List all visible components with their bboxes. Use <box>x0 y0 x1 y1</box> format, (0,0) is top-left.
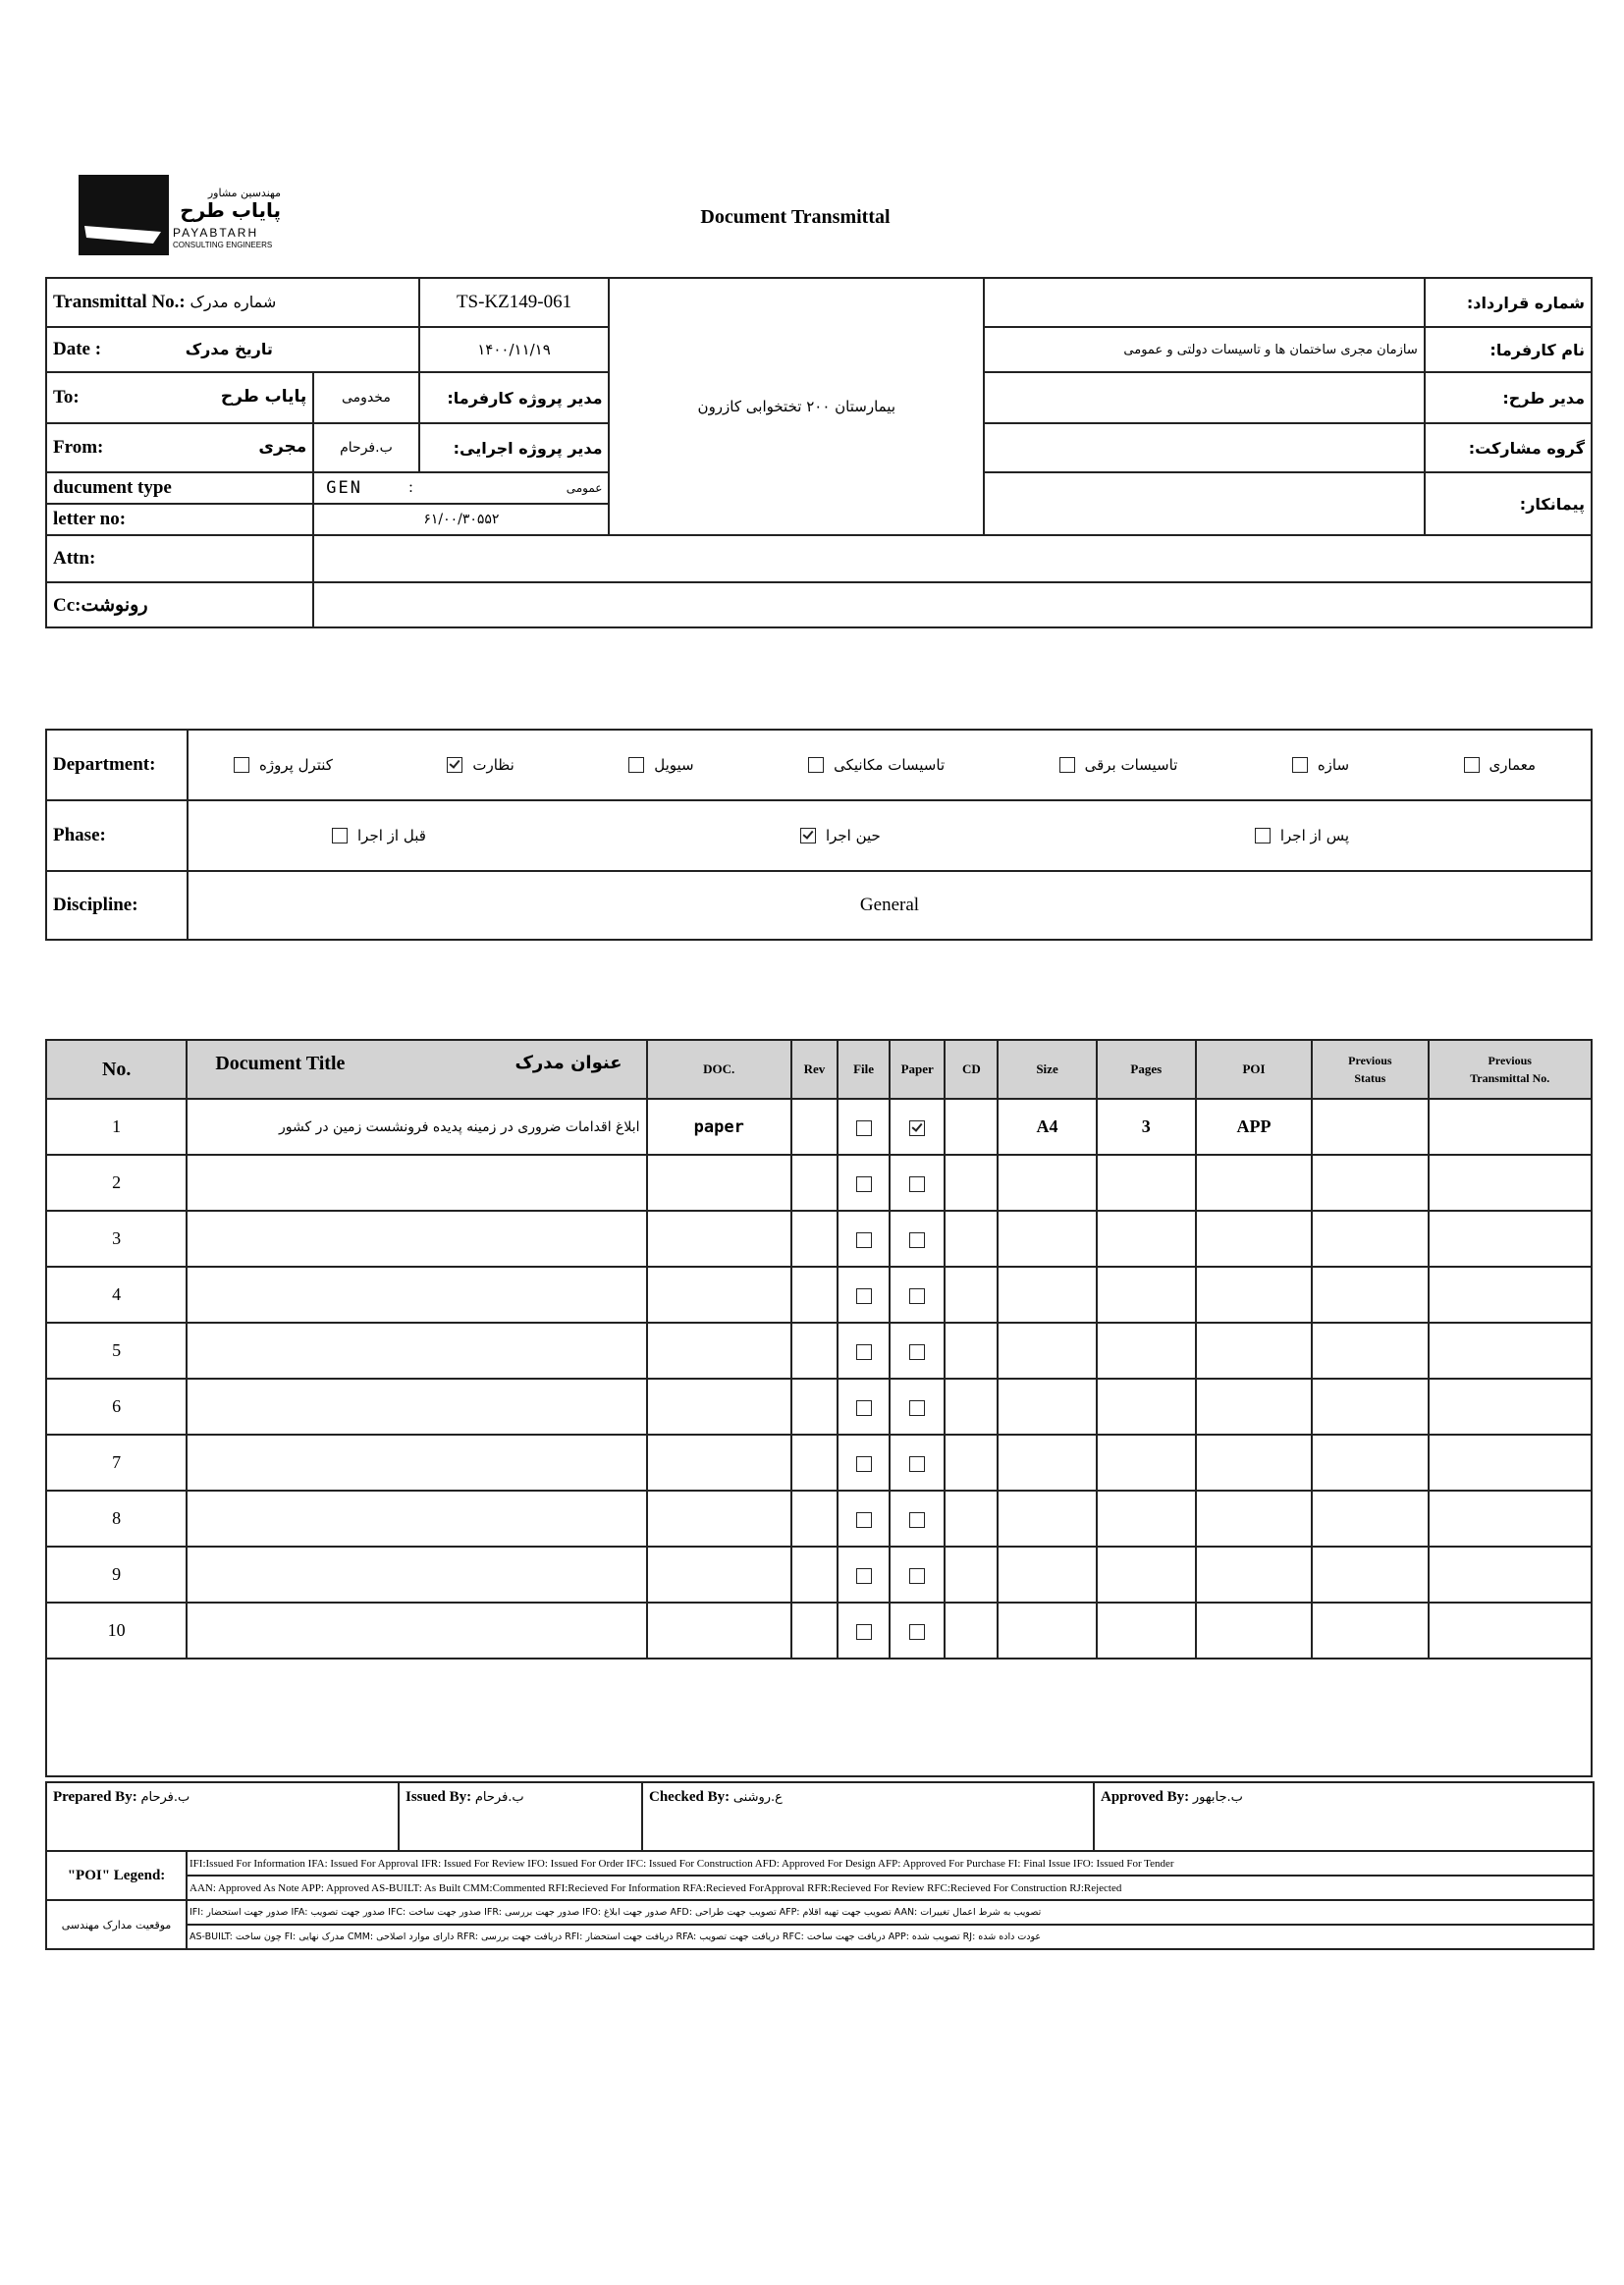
row-file-cell <box>838 1491 890 1547</box>
row-file-cell <box>838 1267 890 1323</box>
contract-no-value <box>984 278 1425 327</box>
logo-persian-name: پایاب طرح <box>180 198 281 222</box>
phase-option-label: قبل از اجرا <box>357 827 426 844</box>
table-row <box>46 1491 1592 1547</box>
row-file-checkbox[interactable] <box>856 1568 872 1584</box>
row-poi <box>1196 1379 1312 1435</box>
row-prev-trans <box>1429 1603 1593 1659</box>
row-doc <box>647 1435 791 1491</box>
to-cell <box>46 372 313 423</box>
department-checkbox[interactable] <box>234 757 249 773</box>
row-pages <box>1097 1603 1196 1659</box>
phase-option[interactable] <box>1255 827 1349 844</box>
approved-by-cell <box>1094 1782 1594 1851</box>
row-rev <box>791 1435 838 1491</box>
row-pages <box>1097 1155 1196 1211</box>
row-doc <box>647 1323 791 1379</box>
row-rev <box>791 1099 838 1155</box>
row-paper-cell <box>890 1547 945 1603</box>
department-checkbox[interactable] <box>1464 757 1480 773</box>
row-prev-status <box>1312 1379 1428 1435</box>
from-role: مدیر پروژه اجرایی: <box>419 423 610 472</box>
doctype-letter-values <box>313 472 609 535</box>
designer-label: مدیر طرح: <box>1425 372 1592 423</box>
doctype-value-row <box>314 473 608 505</box>
department-option-label: نظارت <box>472 756 514 774</box>
row-file-checkbox[interactable] <box>856 1456 872 1472</box>
to-role: مدیر پروژه کارفرما: <box>419 372 610 423</box>
row-prev-trans <box>1429 1099 1593 1155</box>
row-paper-cell <box>890 1323 945 1379</box>
from-person: ب.فرحام <box>313 423 418 472</box>
table-row <box>46 1435 1592 1491</box>
doctype-fa: عمومی <box>566 481 603 495</box>
row-prev-status <box>1312 1435 1428 1491</box>
row-paper-checkbox[interactable] <box>909 1288 925 1304</box>
cc-label: Cc:رونوشت <box>46 582 313 627</box>
transmittal-no-label-fa: شماره مدرک <box>189 293 277 311</box>
row-doc <box>647 1267 791 1323</box>
row-paper-checkbox[interactable] <box>909 1120 925 1136</box>
row-title <box>187 1267 646 1323</box>
row-no: 8 <box>46 1491 187 1547</box>
employer-value: سازمان مجری ساختمان ها و تاسیسات دولتی و عمومی <box>984 327 1425 372</box>
doctype-code: GEN <box>326 478 363 498</box>
row-paper-cell <box>890 1267 945 1323</box>
phase-option-list <box>194 827 1585 844</box>
row-no: 2 <box>46 1155 187 1211</box>
to-person: مخدومی <box>313 372 418 423</box>
row-paper-cell <box>890 1435 945 1491</box>
row-title <box>187 1547 646 1603</box>
row-title <box>187 1435 646 1491</box>
row-poi <box>1196 1155 1312 1211</box>
row-title <box>187 1603 646 1659</box>
row-file-checkbox[interactable] <box>856 1288 872 1304</box>
col-title <box>187 1040 646 1099</box>
contractor-label: پیمانکار: <box>1425 472 1592 535</box>
col-rev: Rev <box>791 1040 838 1099</box>
attn-label: Attn: <box>46 535 313 582</box>
row-file-checkbox[interactable] <box>856 1176 872 1192</box>
col-no: No. <box>46 1040 187 1099</box>
department-option-label: کنترل پروژه <box>259 756 333 774</box>
row-paper-checkbox[interactable] <box>909 1400 925 1416</box>
prepared-by-cell <box>46 1782 399 1851</box>
row-pages <box>1097 1267 1196 1323</box>
row-file-checkbox[interactable] <box>856 1512 872 1528</box>
letter-label: letter no: <box>53 509 127 529</box>
contract-no-label: شماره قرارداد: <box>1425 278 1592 327</box>
documents-notes-area <box>46 1659 1592 1776</box>
issued-by-label: Issued By: <box>406 1789 472 1805</box>
row-pages: 3 <box>1097 1099 1196 1155</box>
phase-checkbox[interactable] <box>800 828 816 843</box>
department-checkbox[interactable] <box>808 757 824 773</box>
discipline-value: General <box>188 871 1592 940</box>
row-title <box>187 1155 646 1211</box>
doctype-sep: : <box>408 479 413 496</box>
page-title: Document Transmittal <box>700 206 891 228</box>
department-option-label: معماری <box>1489 756 1536 774</box>
row-poi <box>1196 1267 1312 1323</box>
contractor-value <box>984 472 1425 535</box>
row-title <box>187 1211 646 1267</box>
phase-checkbox[interactable] <box>332 828 348 843</box>
col-title-fa: عنوان مدرک <box>514 1053 623 1073</box>
row-cd <box>945 1435 998 1491</box>
date-label-en: Date : <box>53 339 102 359</box>
documents-table <box>45 1039 1593 1777</box>
department-checkbox[interactable] <box>447 757 462 773</box>
date-label-cell <box>46 327 419 372</box>
poi-legend-line1: IFI:Issued For Information IFA: Issued For Approval IFR: Issued For Review IFO: Issued For Order IFC: Issued For Construction AFD: Approved For Design AFP: Approved For Purchase FI: Final Issue IFO: Issued For Tender <box>187 1851 1594 1876</box>
row-cd <box>945 1155 998 1211</box>
row-poi <box>1196 1323 1312 1379</box>
row-doc <box>647 1211 791 1267</box>
row-file-cell <box>838 1603 890 1659</box>
phase-option[interactable] <box>800 827 881 844</box>
row-prev-trans <box>1429 1323 1593 1379</box>
row-size <box>998 1603 1096 1659</box>
row-file-checkbox[interactable] <box>856 1624 872 1640</box>
row-no: 5 <box>46 1323 187 1379</box>
row-prev-trans <box>1429 1379 1593 1435</box>
checked-by-label: Checked By: <box>649 1789 731 1805</box>
date-value: ۱۴۰۰/۱۱/۱۹ <box>419 327 610 372</box>
row-paper-cell <box>890 1099 945 1155</box>
row-prev-trans <box>1429 1491 1593 1547</box>
row-rev <box>791 1603 838 1659</box>
logo-english-sub: CONSULTING ENGINEERS <box>173 241 273 249</box>
row-size <box>998 1379 1096 1435</box>
col-prev-trans <box>1429 1040 1593 1099</box>
row-cd <box>945 1547 998 1603</box>
department-option-label: سیویل <box>654 756 694 774</box>
row-file-checkbox[interactable] <box>856 1400 872 1416</box>
department-checkbox[interactable] <box>628 757 644 773</box>
fa-legend-line2: AS-BUILT: چون ساخت FI: مدرک نهایی CMM: دارای موارد اصلاحی RFR: دریافت جهت بررسی RFI: دریافت جهت استحضار RFA: دریافت جهت تصویب RFC: دریافت جهت ساخت APP: تصویب شده RJ: عودت داده شده <box>187 1925 1594 1949</box>
row-prev-trans <box>1429 1267 1593 1323</box>
row-prev-status <box>1312 1323 1428 1379</box>
row-prev-trans <box>1429 1211 1593 1267</box>
row-pages <box>1097 1379 1196 1435</box>
project-name-cell <box>609 278 984 535</box>
row-paper-cell <box>890 1155 945 1211</box>
col-prev-status <box>1312 1040 1428 1099</box>
prepared-by-label: Prepared By: <box>53 1789 137 1805</box>
row-paper-checkbox[interactable] <box>909 1176 925 1192</box>
department-checkbox[interactable] <box>1059 757 1075 773</box>
row-prev-trans <box>1429 1547 1593 1603</box>
poi-legend-line2: AAN: Approved As Note APP: Approved AS-BUILT: As Built CMM:Commented RFI:Recieved For Information RFA:Recieved ForApproval RFR:Recieved For Review RFC:Recieved For Construction RJ:Rejected <box>187 1876 1594 1900</box>
department-option-list <box>194 756 1585 774</box>
row-prev-status <box>1312 1155 1428 1211</box>
row-file-cell <box>838 1099 890 1155</box>
row-prev-status <box>1312 1603 1428 1659</box>
col-title-en: Document Title <box>215 1053 346 1074</box>
row-pages <box>1097 1491 1196 1547</box>
transmittal-header-table <box>45 277 1593 628</box>
col-prev-trans-line1: Previous <box>1488 1054 1532 1067</box>
logo-english-name: PAYABTARH <box>173 226 259 240</box>
department-option[interactable] <box>1464 756 1537 774</box>
row-rev <box>791 1491 838 1547</box>
col-file: File <box>838 1040 890 1099</box>
doctype-label: ducument type <box>47 473 312 505</box>
row-file-checkbox[interactable] <box>856 1232 872 1248</box>
row-doc: paper <box>647 1099 791 1155</box>
partnership-label: گروه مشارکت: <box>1425 423 1592 472</box>
row-paper-checkbox[interactable] <box>909 1568 925 1584</box>
fa-legend-line1: IFI: صدور جهت استحضار IFA: صدور جهت تصویب IFC: صدور جهت ساخت IFR: صدور جهت بررسی IFO: صدور جهت ابلاغ AFD: تصویب جهت طراحی AFP: تصویب جهت تهیه اقلام AAN: تصویب به شرط اعمال تغییرات <box>187 1900 1594 1925</box>
col-poi: POI <box>1196 1040 1312 1099</box>
row-rev <box>791 1267 838 1323</box>
fa-legend-label: موقعیت مدارک مهندسی <box>46 1900 187 1949</box>
doctype-letter-labels <box>46 472 313 535</box>
row-size <box>998 1155 1096 1211</box>
row-paper-checkbox[interactable] <box>909 1456 925 1472</box>
partnership-value <box>984 423 1425 472</box>
row-file-cell <box>838 1379 890 1435</box>
row-size <box>998 1491 1096 1547</box>
row-poi <box>1196 1435 1312 1491</box>
row-paper-cell <box>890 1379 945 1435</box>
row-rev <box>791 1211 838 1267</box>
row-size: A4 <box>998 1099 1096 1155</box>
row-file-cell <box>838 1547 890 1603</box>
row-paper-checkbox[interactable] <box>909 1624 925 1640</box>
row-file-checkbox[interactable] <box>856 1344 872 1360</box>
table-row <box>46 1099 1592 1155</box>
row-doc <box>647 1155 791 1211</box>
row-size <box>998 1323 1096 1379</box>
table-row <box>46 1155 1592 1211</box>
department-label: Department: <box>46 730 188 800</box>
row-file-cell <box>838 1155 890 1211</box>
attn-value <box>313 535 1592 582</box>
transmittal-no-label-cell <box>46 278 419 327</box>
department-options <box>188 730 1592 800</box>
transmittal-no-label-en: Transmittal No.: <box>53 292 186 312</box>
signatures-legend-table <box>45 1781 1595 1950</box>
row-doc <box>647 1491 791 1547</box>
row-rev <box>791 1547 838 1603</box>
department-option[interactable] <box>1292 756 1349 774</box>
department-option-label: سازه <box>1317 756 1350 774</box>
row-prev-status <box>1312 1267 1428 1323</box>
col-prev-status-line1: Previous <box>1348 1054 1392 1067</box>
phase-label: Phase: <box>46 800 188 871</box>
row-rev <box>791 1379 838 1435</box>
phase-checkbox[interactable] <box>1255 828 1271 843</box>
row-prev-status <box>1312 1099 1428 1155</box>
row-poi <box>1196 1603 1312 1659</box>
row-prev-status <box>1312 1491 1428 1547</box>
row-prev-status <box>1312 1547 1428 1603</box>
row-prev-trans <box>1429 1435 1593 1491</box>
row-title <box>187 1491 646 1547</box>
row-doc <box>647 1603 791 1659</box>
to-value: پایاب طرح <box>220 387 307 407</box>
col-doc: DOC. <box>647 1040 791 1099</box>
table-row <box>46 1211 1592 1267</box>
row-file-cell <box>838 1323 890 1379</box>
row-pages <box>1097 1323 1196 1379</box>
row-size <box>998 1547 1096 1603</box>
col-cd: CD <box>945 1040 998 1099</box>
discipline-label: Discipline: <box>46 871 188 940</box>
row-paper-cell <box>890 1491 945 1547</box>
department-option[interactable] <box>808 756 945 774</box>
department-option[interactable] <box>447 756 514 774</box>
approved-by-label: Approved By: <box>1101 1789 1190 1805</box>
row-pages <box>1097 1435 1196 1491</box>
row-paper-checkbox[interactable] <box>909 1232 925 1248</box>
prepared-by-value: ب.فرحام <box>140 1790 190 1805</box>
from-cell <box>46 423 313 472</box>
issued-by-cell <box>399 1782 642 1851</box>
department-option-label: تاسیسات برقی <box>1084 756 1178 774</box>
row-prev-trans <box>1429 1155 1593 1211</box>
row-no: 9 <box>46 1547 187 1603</box>
phase-option-label: پس از اجرا <box>1279 827 1349 844</box>
row-title <box>187 1379 646 1435</box>
row-no: 3 <box>46 1211 187 1267</box>
row-title <box>187 1323 646 1379</box>
row-cd <box>945 1267 998 1323</box>
col-prev-trans-line2: Transmittal No. <box>1470 1071 1550 1085</box>
row-no: 1 <box>46 1099 187 1155</box>
row-title: ابلاغ اقدامات ضروری در زمینه پدیده فرونشست زمین در کشور <box>187 1099 646 1155</box>
table-row <box>46 1547 1592 1603</box>
row-cd <box>945 1099 998 1155</box>
col-prev-status-line2: Status <box>1354 1071 1386 1085</box>
row-file-cell <box>838 1435 890 1491</box>
from-value: مجری <box>258 437 307 457</box>
row-no: 7 <box>46 1435 187 1491</box>
row-doc <box>647 1547 791 1603</box>
poi-legend-label: "POI" Legend: <box>46 1851 187 1900</box>
table-row <box>46 1603 1592 1659</box>
row-no: 10 <box>46 1603 187 1659</box>
department-checkbox[interactable] <box>1292 757 1308 773</box>
row-size <box>998 1267 1096 1323</box>
row-poi: APP <box>1196 1099 1312 1155</box>
department-option[interactable] <box>628 756 693 774</box>
row-paper-cell <box>890 1603 945 1659</box>
row-cd <box>945 1211 998 1267</box>
table-row <box>46 1379 1592 1435</box>
approved-by-value: ب.جابهور <box>1192 1790 1243 1805</box>
row-file-cell <box>838 1211 890 1267</box>
col-paper: Paper <box>890 1040 945 1099</box>
from-label: From: <box>53 437 104 458</box>
cc-value <box>313 582 1592 627</box>
table-row <box>46 1323 1592 1379</box>
phase-options <box>188 800 1592 871</box>
row-poi <box>1196 1547 1312 1603</box>
transmittal-no-value: TS-KZ149-061 <box>419 278 610 327</box>
employer-label: نام کارفرما: <box>1425 327 1592 372</box>
department-option-label: تاسیسات مکانیکی <box>834 756 946 774</box>
row-doc <box>647 1379 791 1435</box>
row-no: 4 <box>46 1267 187 1323</box>
issued-by-value: ب.فرحام <box>474 1790 524 1805</box>
row-pages <box>1097 1211 1196 1267</box>
col-size: Size <box>998 1040 1096 1099</box>
department-option[interactable] <box>234 756 333 774</box>
classification-table <box>45 729 1593 941</box>
row-poi <box>1196 1211 1312 1267</box>
department-option[interactable] <box>1059 756 1178 774</box>
row-prev-status <box>1312 1211 1428 1267</box>
col-pages: Pages <box>1097 1040 1196 1099</box>
phase-option-label: حین اجرا <box>825 827 881 844</box>
row-size <box>998 1435 1096 1491</box>
row-cd <box>945 1491 998 1547</box>
row-paper-checkbox[interactable] <box>909 1344 925 1360</box>
checked-by-cell <box>642 1782 1094 1851</box>
row-rev <box>791 1323 838 1379</box>
row-cd <box>945 1379 998 1435</box>
checked-by-value: ع.روشنی <box>732 1790 783 1805</box>
table-row <box>46 1267 1592 1323</box>
date-label-fa: تاریخ مدرک <box>185 340 273 358</box>
row-cd <box>945 1603 998 1659</box>
row-no: 6 <box>46 1379 187 1435</box>
logo-persian-sub: مهندسین مشاور <box>207 187 281 199</box>
row-poi <box>1196 1491 1312 1547</box>
row-rev <box>791 1155 838 1211</box>
row-file-checkbox[interactable] <box>856 1120 872 1136</box>
designer-value <box>984 372 1425 423</box>
row-pages <box>1097 1547 1196 1603</box>
row-paper-cell <box>890 1211 945 1267</box>
to-label: To: <box>53 387 80 408</box>
phase-option[interactable] <box>332 827 426 844</box>
row-size <box>998 1211 1096 1267</box>
letter-value: ۶۱/۰۰/۳۰۵۵۲ <box>423 512 500 527</box>
project-name: بیمارستان ۲۰۰ تختخوابی کازرون <box>697 398 896 415</box>
row-paper-checkbox[interactable] <box>909 1512 925 1528</box>
row-cd <box>945 1323 998 1379</box>
